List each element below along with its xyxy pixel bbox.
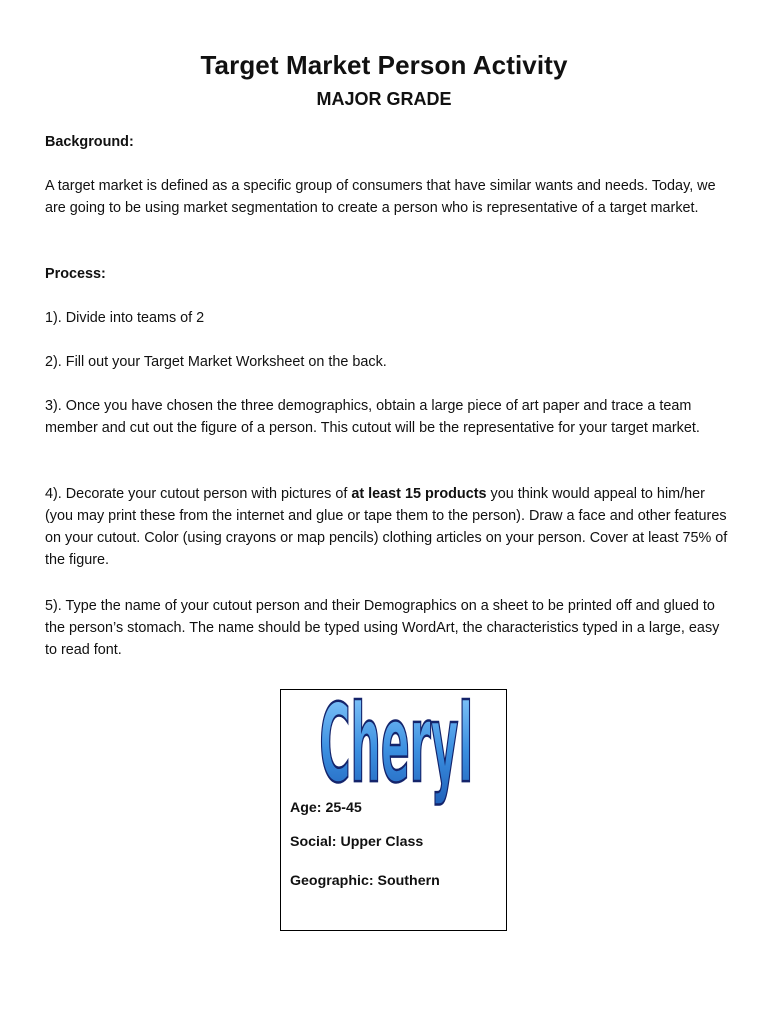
background-paragraph [45,175,735,219]
process-step-1 [45,307,735,329]
process-heading-text: Process: [45,266,106,282]
page-subtitle: MAJOR GRADE [316,89,452,109]
demographic-age: Age: 25-45 [290,800,362,816]
wordart-letters [319,696,473,807]
wordart-name-image [293,696,493,816]
step-3-text: 3). Once you have chosen the three demographics, obtain a large piece of art paper and trace a team member and cut out the figure of a person. This cutout will be the representative for your target market. [45,398,700,436]
demographic-social: Social: Upper Class [290,834,424,850]
step-1-text: 1). Divide into teams of 2 [45,310,205,326]
demographic-geographic: Geographic: Southern [290,873,440,889]
background-heading [45,131,735,153]
process-step-3 [45,395,735,439]
step-4-text [45,483,735,571]
example-name-card [280,689,507,931]
step-5-text: 5). Type the name of your cutout person and their Demographics on a sheet to be printed off and glued to the person’s stomach. The name should be typed using WordArt, the characteristics typed in a large, easy to read font. [45,598,720,658]
wordart-text: Cheryl [319,696,474,807]
process-heading [45,263,735,285]
process-step-5 [45,595,735,661]
page-title: Target Market Person Activity [200,50,568,80]
background-heading-text: Background: [45,134,134,150]
background-text: A target market is defined as a specific group of consumers that have similar wants and needs. Today, we are going to be using market segmentation to create a person who is representative of a target market. [45,178,716,216]
step-4-post: you think would appeal to him/her (you may print these from the internet and glue or tape them to the person). Draw a face and other features on your cutout. Color (using crayons or map pencils) clothing articles on your person. Cover at least 75% of the figure. [45,486,728,568]
step-4-pre: 4). Decorate your cutout person with pictures of [45,486,352,502]
step-2-text: 2). Fill out your Target Market Worksheet on the back. [45,354,387,370]
process-step-4 [45,483,735,571]
process-step-2 [45,351,735,373]
step-4-bold: at least 15 products [351,486,487,502]
